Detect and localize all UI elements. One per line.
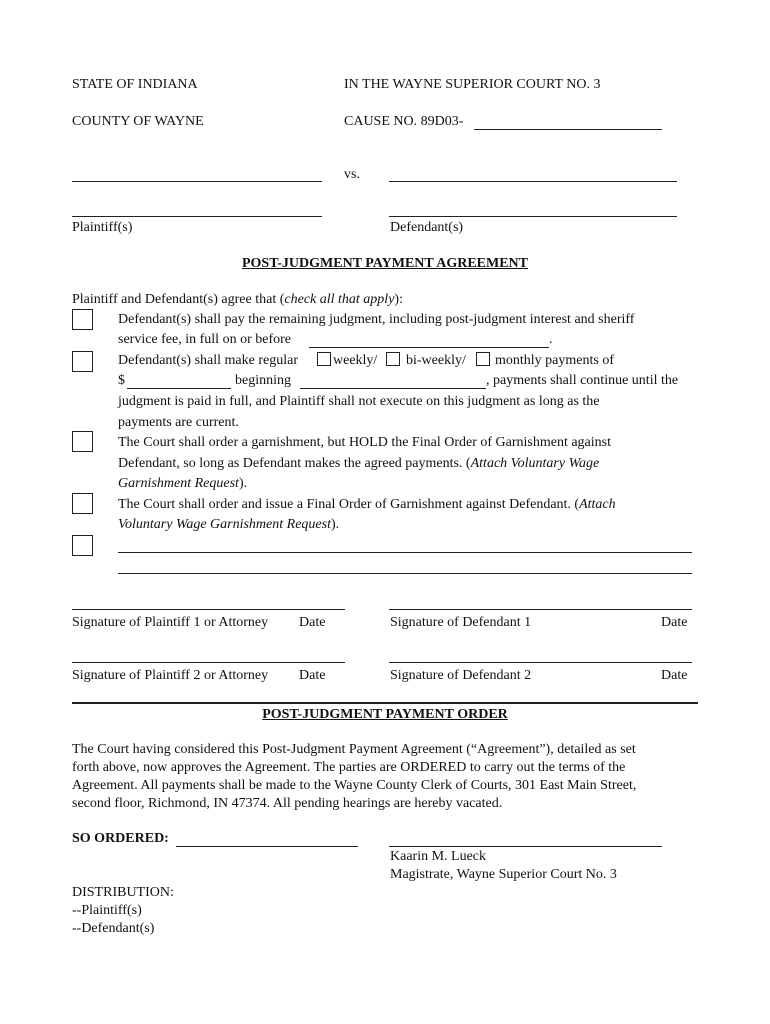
weekly-label: weekly/ (333, 353, 378, 368)
payment-start-date-field[interactable] (300, 372, 486, 389)
option4-line2-italic: Voluntary Wage Garnishment Request (118, 517, 331, 532)
option3-line3-italic: Garnishment Request (118, 476, 239, 491)
county-label: COUNTY OF WAYNE (72, 114, 204, 129)
option-final-garnishment-checkbox[interactable] (72, 493, 93, 514)
order-body-line2: forth above, now approves the Agreement. The parties are ORDERED to carry out the terms of the (72, 760, 626, 775)
order-body-line4: second floor, Richmond, IN 47374. All pending hearings are hereby vacated. (72, 796, 503, 811)
plaintiff1-signature-line[interactable] (72, 609, 345, 610)
defendant1-signature-label: Signature of Defendant 1 (390, 615, 532, 630)
option3-line1: The Court shall order a garnishment, but HOLD the Final Order of Garnishment against (118, 435, 611, 450)
option4-line1-italic: Attach (579, 497, 616, 512)
cause-label: CAUSE NO. 89D03- (344, 114, 464, 129)
option-pay-in-full-checkbox[interactable] (72, 309, 93, 330)
option1-line2-prefix: service fee, in full on or before (118, 332, 291, 347)
option-other-checkbox[interactable] (72, 535, 93, 556)
option2-prefix: Defendant(s) shall make regular (118, 353, 298, 368)
defendant2-signature-line[interactable] (389, 662, 692, 663)
biweekly-checkbox[interactable] (386, 352, 400, 366)
option4-line1 (118, 496, 616, 514)
option1-line2-suffix: . (549, 332, 553, 347)
plaintiff-name-field[interactable] (72, 165, 322, 182)
option3-line2 (118, 455, 599, 473)
option3-line3 (118, 475, 247, 493)
defendant-name-field[interactable] (389, 165, 677, 182)
distribution-item-defendant: --Defendant(s) (72, 921, 155, 936)
option-regular-payments-checkbox[interactable] (72, 351, 93, 372)
order-body-line3: Agreement. All payments shall be made to the Wayne County Clerk of Courts, 301 East Main Street, (72, 778, 637, 793)
plaintiff-name-field-2[interactable] (72, 200, 322, 217)
payment-amount-field[interactable] (127, 372, 231, 389)
defendant1-date-label: Date (661, 615, 688, 630)
agreement-intro (72, 291, 403, 309)
agreement-title: POST-JUDGMENT PAYMENT AGREEMENT (241, 256, 528, 271)
order-title: POST-JUDGMENT PAYMENT ORDER (262, 707, 508, 722)
other-terms-field-1[interactable] (118, 536, 692, 553)
option2-line4: payments are current. (118, 415, 239, 430)
magistrate-name: Kaarin M. Lueck (390, 849, 487, 864)
plaintiff-label: Plaintiff(s) (72, 220, 133, 235)
option3-line2-italic: Attach Voluntary Wage (470, 456, 600, 471)
beginning-label: beginning (235, 373, 291, 388)
option-hold-garnishment-checkbox[interactable] (72, 431, 93, 452)
option4-line2 (118, 516, 339, 534)
plaintiff2-signature-line[interactable] (72, 662, 345, 663)
option3-line3-suffix: ). (238, 476, 248, 491)
monthly-checkbox[interactable] (476, 352, 490, 366)
intro-prefix: Plaintiff and Defendant(s) agree that ( (72, 292, 285, 307)
pay-in-full-date-field[interactable] (309, 331, 549, 348)
option2-continue: , payments shall continue until the (486, 373, 679, 388)
distribution-item-plaintiff: --Plaintiff(s) (72, 903, 142, 918)
magistrate-title: Magistrate, Wayne Superior Court No. 3 (390, 867, 617, 882)
magistrate-signature-line[interactable] (389, 846, 662, 847)
plaintiff2-date-label: Date (299, 668, 326, 683)
order-body-line1: The Court having considered this Post-Judgment Payment Agreement (“Agreement”), detailed as set (72, 742, 636, 757)
weekly-checkbox[interactable] (317, 352, 331, 366)
defendant2-signature-label: Signature of Defendant 2 (390, 668, 532, 683)
other-terms-field-2[interactable] (118, 557, 692, 574)
vs-label: vs. (344, 167, 360, 182)
defendant1-signature-line[interactable] (389, 609, 692, 610)
dollar-sign: $ (118, 373, 125, 388)
so-ordered-date-line[interactable] (176, 846, 358, 847)
plaintiff2-signature-label: Signature of Plaintiff 2 or Attorney (72, 668, 269, 683)
section-divider (72, 702, 698, 704)
defendant2-date-label: Date (661, 668, 688, 683)
option3-line2-prefix: Defendant, so long as Defendant makes the agreed payments. ( (118, 456, 471, 471)
option1-line2 (118, 331, 291, 349)
option1-line1: Defendant(s) shall pay the remaining judgment, including post-judgment interest and sheriff (118, 312, 635, 327)
defendant-name-field-2[interactable] (389, 200, 677, 217)
plaintiff1-date-label: Date (299, 615, 326, 630)
plaintiff1-signature-label: Signature of Plaintiff 1 or Attorney (72, 615, 269, 630)
option4-line2-suffix: ). (330, 517, 340, 532)
intro-italic: check all that apply (284, 292, 395, 307)
biweekly-label: bi-weekly/ (406, 353, 466, 368)
cause-number-field[interactable] (474, 113, 662, 130)
option4-line1-prefix: The Court shall order and issue a Final Order of Garnishment against Defendant. ( (118, 497, 580, 512)
distribution-label: DISTRIBUTION: (72, 885, 174, 900)
intro-suffix: ): (394, 292, 403, 307)
monthly-label: monthly payments of (495, 353, 614, 368)
so-ordered-label: SO ORDERED: (72, 831, 169, 846)
state-label: STATE OF INDIANA (72, 77, 198, 92)
option2-line3: judgment is paid in full, and Plaintiff shall not execute on this judgment as long as the (118, 394, 600, 409)
court-label: IN THE WAYNE SUPERIOR COURT NO. 3 (344, 77, 601, 92)
defendant-label: Defendant(s) (390, 220, 464, 235)
